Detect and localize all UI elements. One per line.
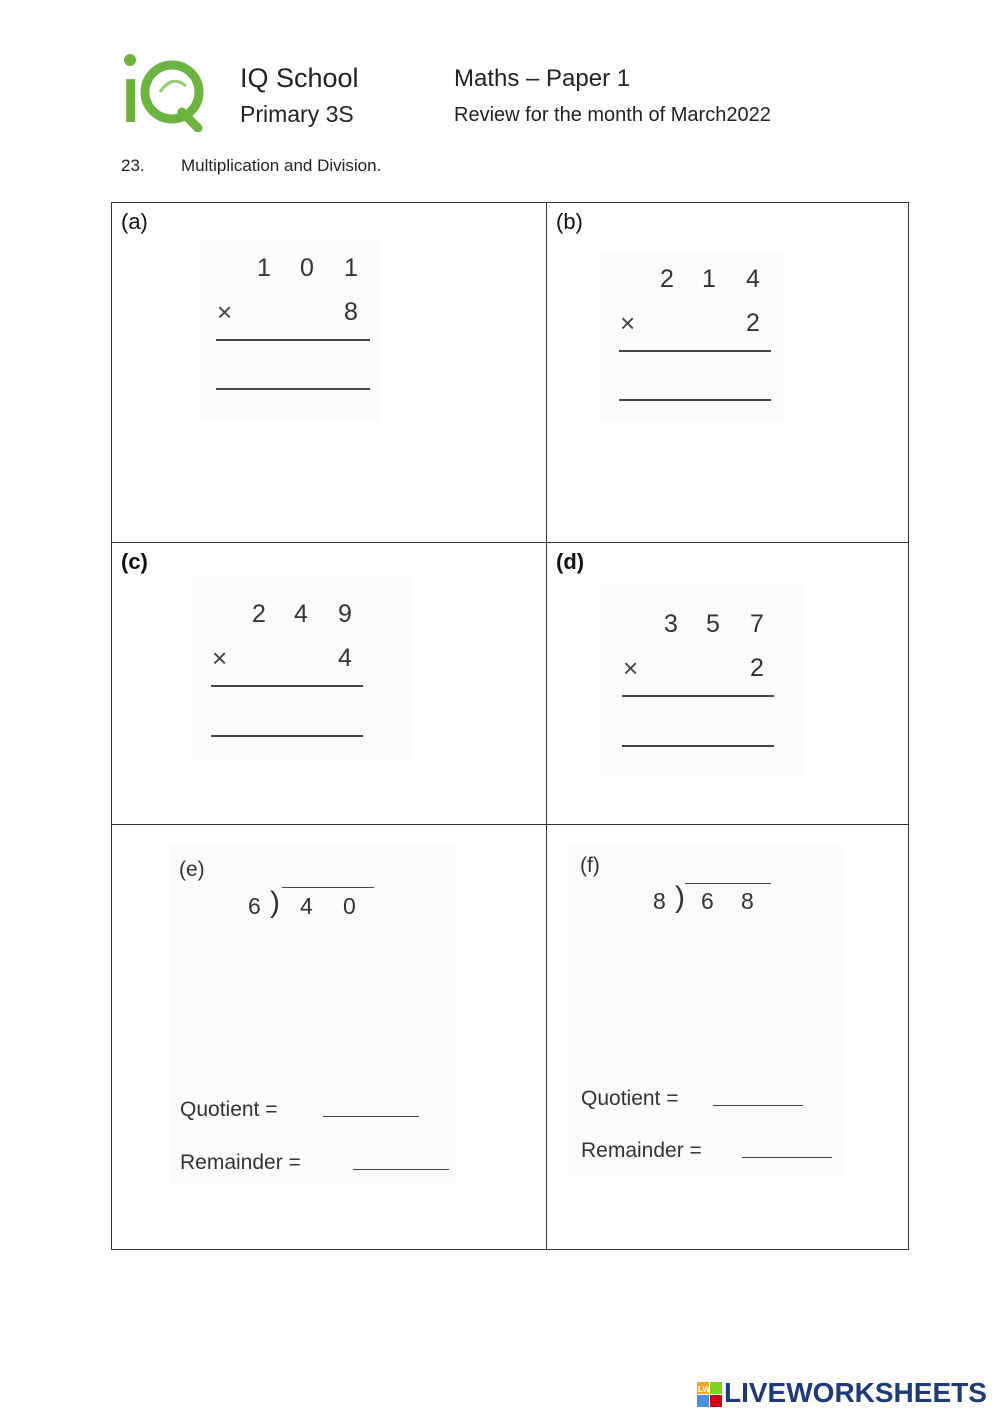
problem-a-answer-line[interactable] — [216, 388, 370, 390]
problem-d-digit: 3 — [664, 610, 678, 638]
problem-c-multiplier: 4 — [338, 644, 352, 672]
problem-c-digit: 9 — [338, 600, 352, 628]
problem-b-digit: 2 — [660, 265, 674, 293]
problem-b-answer-line[interactable] — [619, 399, 771, 401]
review-subtitle: Review for the month of March2022 — [454, 104, 771, 126]
paper-title: Maths – Paper 1 — [454, 65, 631, 92]
problem-f-quotient-blank[interactable] — [713, 1105, 803, 1106]
division-bracket: ) — [675, 881, 685, 914]
problem-e-dividend-digit: 0 — [343, 893, 356, 919]
problem-b-digit: 1 — [702, 265, 716, 293]
problem-d-label: (d) — [556, 549, 585, 574]
liveworksheets-icon — [697, 1378, 723, 1410]
problem-a-multiplier: 8 — [344, 298, 358, 326]
problem-e-quotient-blank[interactable] — [323, 1116, 419, 1117]
problem-a-digit: 1 — [344, 254, 358, 282]
division-bracket: ) — [270, 886, 280, 919]
problem-f-dividend-digit: 6 — [701, 888, 714, 914]
problem-f-remainder-blank[interactable] — [742, 1157, 832, 1158]
liveworksheets-brand: LIVEWORKSHEETS — [724, 1377, 987, 1408]
problem-f-quotient-label: Quotient = — [581, 1087, 679, 1110]
problem-d-digit: 7 — [750, 610, 764, 638]
division-bar — [282, 887, 374, 888]
problem-f-dividend-digit: 8 — [741, 888, 754, 914]
problem-f-label: (f) — [580, 854, 600, 877]
class-name: Primary 3S — [240, 101, 354, 127]
problem-b-multiplier: 2 — [746, 309, 760, 337]
problem-a-digit: 0 — [300, 254, 314, 282]
problem-e-divisor: 6 — [248, 893, 261, 919]
iq-school-logo — [120, 52, 210, 132]
school-name: IQ School — [240, 63, 359, 93]
grid-divider-vertical — [546, 202, 547, 1250]
problem-c-rule — [211, 685, 363, 687]
svg-text:I: I — [122, 67, 140, 132]
problem-b-rule — [619, 350, 771, 352]
division-bar — [685, 883, 771, 884]
problem-e-quotient-label: Quotient = — [180, 1098, 278, 1121]
problem-a-digit: 1 — [257, 254, 271, 282]
multiply-sign: × — [620, 308, 636, 338]
problem-e-dividend-digit: 4 — [300, 893, 313, 919]
grid-divider-row-2 — [111, 824, 909, 825]
multiply-sign: × — [623, 653, 639, 683]
problem-c-digit: 2 — [252, 600, 266, 628]
multiply-sign: × — [212, 643, 228, 673]
problem-d-multiplier: 2 — [750, 654, 764, 682]
problem-e-label: (e) — [179, 858, 205, 881]
problem-e-remainder-blank[interactable] — [353, 1169, 449, 1170]
question-number: 23. — [121, 156, 145, 175]
problem-a-label: (a) — [121, 209, 148, 234]
liveworksheets-icon-letters: LW — [698, 1385, 710, 1394]
problem-b-label: (b) — [556, 209, 583, 234]
problem-d-digit: 5 — [706, 610, 720, 638]
problem-c-label: (c) — [121, 549, 148, 574]
question-title: Multiplication and Division. — [181, 156, 382, 175]
problem-e-remainder-label: Remainder = — [180, 1151, 301, 1174]
problem-c-answer-line[interactable] — [211, 735, 363, 737]
multiply-sign: × — [217, 297, 233, 327]
problem-d-answer-line[interactable] — [622, 745, 774, 747]
problem-c-digit: 4 — [294, 600, 308, 628]
problem-f-divisor: 8 — [653, 888, 666, 914]
problem-b-digit: 4 — [746, 265, 760, 293]
problem-f-remainder-label: Remainder = — [581, 1139, 702, 1162]
problem-d-rule — [622, 695, 774, 697]
problem-a-rule — [216, 339, 370, 341]
grid-divider-row-1 — [111, 542, 909, 543]
